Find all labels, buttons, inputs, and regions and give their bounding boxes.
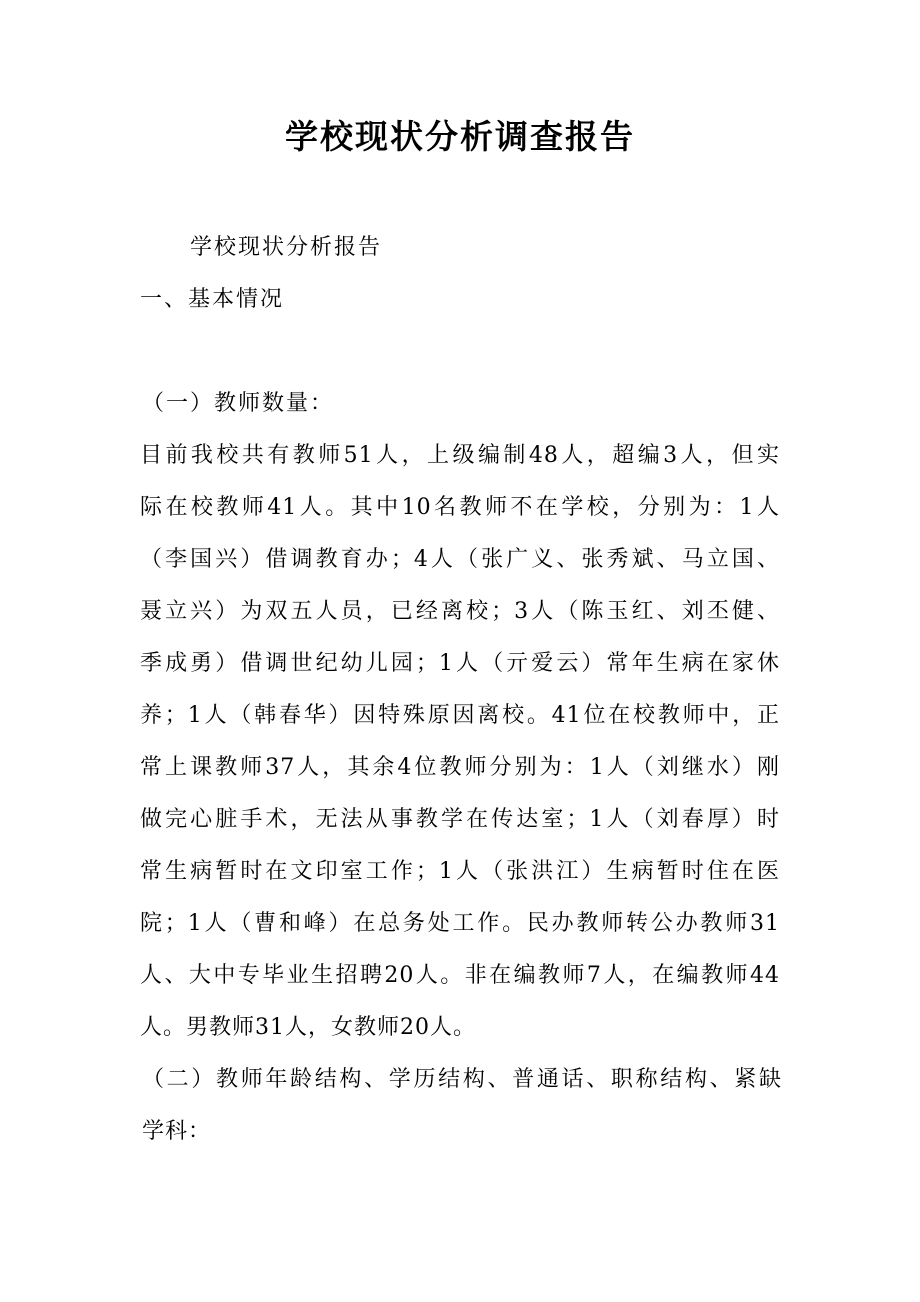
subsection-heading-teacher-structure <box>142 1060 782 1164</box>
paragraph-line: 人。男教师31人，女教师20人。 <box>140 1015 476 1040</box>
paragraph-line: 养；1人（韩春华）因特殊原因离校。41位在校教师中，正 <box>140 703 780 728</box>
paragraph-line: 常上课教师37人，其余4位教师分别为：1人（刘继水）刚 <box>140 755 780 780</box>
paragraph-teacher-count <box>140 436 780 1060</box>
heading-line: （二）教师年龄结构、学历结构、普通话、职称结构、紧缺 <box>142 1067 782 1092</box>
paragraph-line: 常生病暂时在文印室工作；1人（张洪江）生病暂时住在医 <box>140 859 780 884</box>
document-title: 学校现状分析调查报告 <box>285 117 635 156</box>
paragraph-line: 季成勇）借调世纪幼儿园；1人（亓爱云）常年生病在家休 <box>140 651 780 676</box>
heading-line: 学科： <box>142 1119 212 1144</box>
paragraph-line: （李国兴）借调教育办；4人（张广义、张秀斌、马立国、 <box>140 547 780 572</box>
subsection-heading-teacher-count: （一）教师数量： <box>142 391 335 416</box>
paragraph-line: 际在校教师41人。其中10名教师不在学校，分别为：1人 <box>140 495 780 520</box>
paragraph-line: 聂立兴）为双五人员，已经离校；3人（陈玉红、刘丕健、 <box>140 599 780 624</box>
paragraph-line: 人、大中专毕业生招聘20人。非在编教师7人，在编教师44 <box>140 963 780 988</box>
paragraph-line: 目前我校共有教师51人，上级编制48人，超编3人，但实 <box>140 443 780 468</box>
paragraph-line: 院；1人（曹和峰）在总务处工作。民办教师转公办教师31 <box>140 911 780 936</box>
report-subtitle: 学校现状分析报告 <box>190 235 383 260</box>
paragraph-line: 做完心脏手术，无法从事教学在传达室；1人（刘春厚）时 <box>140 807 780 832</box>
section-heading-basic-info: 一、基本情况 <box>140 287 285 312</box>
